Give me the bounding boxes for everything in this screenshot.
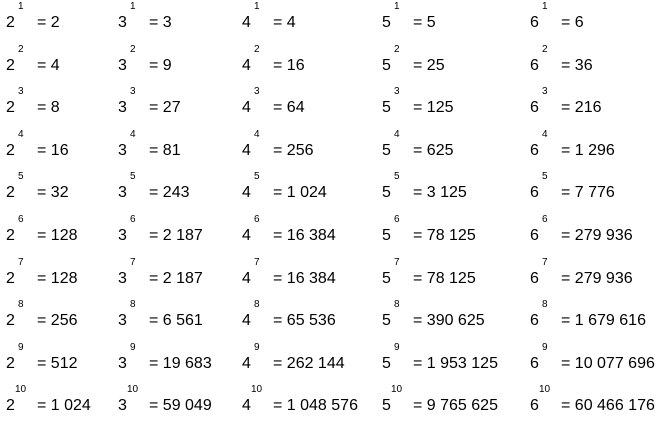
power-result: = 81 xyxy=(149,141,181,159)
power-result: = 4 xyxy=(37,56,60,74)
power-base: 5 xyxy=(382,184,391,202)
power-base: 4 xyxy=(242,312,251,330)
power-base: 6 xyxy=(530,227,539,244)
power-exponent: 3 xyxy=(130,86,136,98)
power-base: 6 xyxy=(530,312,539,330)
power-exponent: 10 xyxy=(251,384,263,396)
power-exponent: 9 xyxy=(130,341,136,353)
power-base: 4 xyxy=(242,99,251,117)
power-exponent: 6 xyxy=(130,214,136,225)
power-exponent: 8 xyxy=(254,299,260,311)
power-result: = 2 187 xyxy=(149,269,203,287)
power-exponent: 10 xyxy=(15,384,27,396)
power-exponent: 3 xyxy=(18,86,24,98)
power-base: 6 xyxy=(530,99,539,117)
power-exponent: 2 xyxy=(542,43,548,55)
power-exponent: 4 xyxy=(18,128,24,140)
power-result: = 625 xyxy=(413,141,454,159)
power-exponent: 3 xyxy=(254,86,260,98)
power-base: 3 xyxy=(118,397,127,415)
power-result: = 64 xyxy=(273,99,305,117)
power-result: = 1 024 xyxy=(37,397,91,415)
power-base: 4 xyxy=(242,397,251,415)
power-base: 6 xyxy=(530,269,539,287)
power-base: 6 xyxy=(530,56,539,74)
power-exponent: 2 xyxy=(254,43,260,55)
power-exponent: 8 xyxy=(394,299,400,311)
power-exponent: 5 xyxy=(18,171,24,183)
power-result: = 16 384 xyxy=(273,269,336,287)
power-base: 3 xyxy=(118,141,127,159)
power-exponent: 3 xyxy=(542,86,548,98)
power-base: 5 xyxy=(382,397,391,415)
power-exponent: 5 xyxy=(394,171,400,183)
power-result: = 16 xyxy=(273,56,305,74)
power-exponent: 7 xyxy=(394,256,400,268)
power-exponent: 1 xyxy=(394,1,400,12)
power-exponent: 9 xyxy=(254,341,260,353)
power-result: = 65 536 xyxy=(273,312,336,330)
power-result: = 128 xyxy=(37,269,78,287)
power-exponent: 10 xyxy=(127,384,139,396)
power-exponent: 6 xyxy=(254,214,260,225)
power-result: = 243 xyxy=(149,184,190,202)
power-base: 3 xyxy=(118,227,127,244)
power-row xyxy=(0,171,658,214)
power-base: 5 xyxy=(382,312,391,330)
power-exponent: 5 xyxy=(542,171,548,183)
power-result: = 6 xyxy=(561,14,584,31)
power-exponent: 1 xyxy=(542,1,548,12)
power-base: 6 xyxy=(530,397,539,415)
power-result: = 25 xyxy=(413,56,445,74)
power-exponent: 2 xyxy=(18,43,24,55)
power-base: 6 xyxy=(530,184,539,202)
power-base: 4 xyxy=(242,269,251,287)
power-base: 2 xyxy=(6,141,15,159)
power-row xyxy=(0,342,658,385)
power-result: = 3 125 xyxy=(413,184,467,202)
power-row xyxy=(0,299,658,342)
power-result: = 6 561 xyxy=(149,312,203,330)
power-base: 5 xyxy=(382,227,391,244)
power-base: 3 xyxy=(118,56,127,74)
power-exponent: 4 xyxy=(254,128,260,140)
power-row xyxy=(0,44,658,87)
power-base: 4 xyxy=(242,354,251,372)
power-exponent: 7 xyxy=(542,256,548,268)
power-row xyxy=(0,129,658,172)
power-result: = 1 048 576 xyxy=(273,397,358,415)
power-result: = 7 776 xyxy=(561,184,615,202)
power-base: 3 xyxy=(118,99,127,117)
power-base: 2 xyxy=(6,56,15,74)
power-base: 2 xyxy=(6,227,15,244)
power-result: = 1 024 xyxy=(273,184,327,202)
power-result: = 78 125 xyxy=(413,269,476,287)
power-result: = 19 683 xyxy=(149,354,212,372)
power-result: = 1 679 616 xyxy=(561,312,646,330)
power-base: 5 xyxy=(382,354,391,372)
power-result: = 8 xyxy=(37,99,60,117)
power-result: = 9 765 625 xyxy=(413,397,498,415)
power-base: 3 xyxy=(118,14,127,31)
power-exponent: 4 xyxy=(394,128,400,140)
power-result: = 10 077 696 xyxy=(561,354,655,372)
power-exponent: 8 xyxy=(18,299,24,311)
power-result: = 2 187 xyxy=(149,227,203,244)
power-base: 2 xyxy=(6,269,15,287)
power-row xyxy=(0,384,658,427)
power-exponent: 8 xyxy=(542,299,548,311)
power-base: 6 xyxy=(530,141,539,159)
power-exponent: 2 xyxy=(130,43,136,55)
power-result: = 1 296 xyxy=(561,141,615,159)
power-result: = 128 xyxy=(37,227,78,244)
power-result: = 4 xyxy=(273,14,296,31)
power-exponent: 8 xyxy=(130,299,136,311)
power-base: 2 xyxy=(6,14,15,31)
power-result: = 256 xyxy=(273,141,314,159)
power-result: = 59 049 xyxy=(149,397,212,415)
power-result: = 279 936 xyxy=(561,269,633,287)
power-exponent: 7 xyxy=(130,256,136,268)
power-base: 5 xyxy=(382,14,391,31)
power-exponent: 9 xyxy=(542,341,548,353)
power-base: 5 xyxy=(382,141,391,159)
power-result: = 36 xyxy=(561,56,593,74)
power-base: 5 xyxy=(382,99,391,117)
power-row xyxy=(0,214,658,257)
power-base: 3 xyxy=(118,269,127,287)
power-exponent: 7 xyxy=(254,256,260,268)
power-exponent: 1 xyxy=(18,1,24,12)
power-exponent: 3 xyxy=(394,86,400,98)
power-exponent: 9 xyxy=(18,341,24,353)
power-result: = 27 xyxy=(149,99,181,117)
power-base: 3 xyxy=(118,354,127,372)
power-base: 3 xyxy=(118,312,127,330)
power-exponent: 7 xyxy=(18,256,24,268)
power-exponent: 1 xyxy=(254,1,260,12)
power-result: = 3 xyxy=(149,14,172,31)
power-result: = 16 384 xyxy=(273,227,336,244)
power-result: = 78 125 xyxy=(413,227,476,244)
power-base: 4 xyxy=(242,141,251,159)
power-result: = 512 xyxy=(37,354,78,372)
power-result: = 16 xyxy=(37,141,69,159)
power-result: = 32 xyxy=(37,184,69,202)
power-base: 2 xyxy=(6,312,15,330)
power-result: = 1 953 125 xyxy=(413,354,498,372)
power-result: = 256 xyxy=(37,312,78,330)
power-exponent: 10 xyxy=(539,384,551,396)
power-base: 2 xyxy=(6,354,15,372)
power-base: 4 xyxy=(242,56,251,74)
power-result: = 390 625 xyxy=(413,312,485,330)
power-exponent: 6 xyxy=(542,214,548,225)
power-result: = 2 xyxy=(37,14,60,31)
power-result: = 125 xyxy=(413,99,454,117)
power-result: = 279 936 xyxy=(561,227,633,244)
power-result: = 262 144 xyxy=(273,354,345,372)
power-base: 5 xyxy=(382,269,391,287)
power-exponent: 9 xyxy=(394,341,400,353)
power-exponent: 2 xyxy=(394,43,400,55)
power-base: 4 xyxy=(242,14,251,31)
power-base: 2 xyxy=(6,184,15,202)
power-base: 6 xyxy=(530,14,539,31)
power-base: 4 xyxy=(242,227,251,244)
power-base: 6 xyxy=(530,354,539,372)
power-exponent: 6 xyxy=(394,214,400,225)
power-base: 3 xyxy=(118,184,127,202)
power-exponent: 6 xyxy=(18,214,24,225)
power-row xyxy=(0,257,658,300)
power-result: = 216 xyxy=(561,99,602,117)
power-base: 2 xyxy=(6,99,15,117)
power-result: = 60 466 176 xyxy=(561,397,655,415)
power-base: 5 xyxy=(382,56,391,74)
power-result: = 5 xyxy=(413,14,436,31)
power-exponent: 4 xyxy=(130,128,136,140)
power-exponent: 5 xyxy=(130,171,136,183)
power-row xyxy=(0,1,658,44)
power-exponent: 5 xyxy=(254,171,260,183)
power-exponent: 1 xyxy=(130,1,136,12)
power-result: = 9 xyxy=(149,56,172,74)
power-base: 4 xyxy=(242,184,251,202)
power-row xyxy=(0,86,658,129)
power-exponent: 4 xyxy=(542,128,548,140)
power-base: 2 xyxy=(6,397,15,415)
power-exponent: 10 xyxy=(391,384,403,396)
